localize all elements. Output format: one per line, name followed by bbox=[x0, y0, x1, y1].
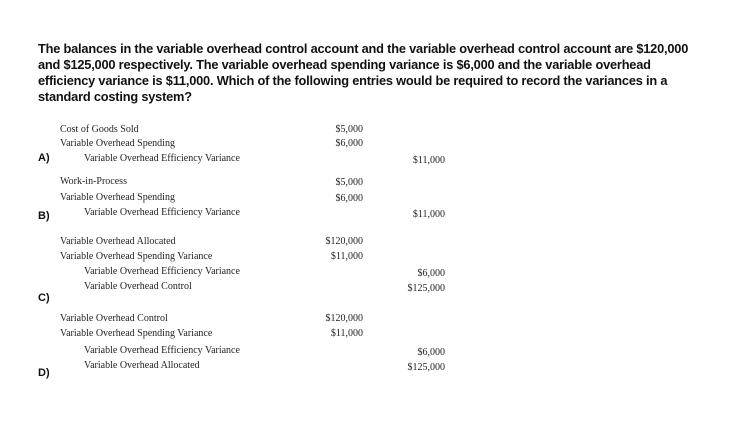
entry-account: Cost of Goods Sold bbox=[60, 124, 139, 135]
entry-account: Variable Overhead Spending Variance bbox=[60, 251, 213, 262]
entry-account: Variable Overhead Spending bbox=[60, 138, 175, 149]
option-letter: C) bbox=[38, 292, 50, 304]
option-letter: D) bbox=[38, 367, 50, 379]
entry-debit: $5,000 bbox=[335, 177, 363, 188]
entry-account: Variable Overhead Spending Variance bbox=[60, 328, 213, 339]
entry-account: Variable Overhead Control bbox=[84, 281, 192, 292]
entry-account: Variable Overhead Allocated bbox=[60, 236, 176, 247]
entry-debit: $120,000 bbox=[325, 313, 363, 324]
entry-credit: $11,000 bbox=[412, 209, 445, 220]
entry-credit: $125,000 bbox=[407, 362, 445, 373]
entry-credit: $125,000 bbox=[407, 283, 445, 294]
entry-credit: $11,000 bbox=[412, 155, 445, 166]
entry-account: Variable Overhead Efficiency Variance bbox=[84, 153, 240, 164]
entry-credit: $6,000 bbox=[417, 347, 445, 358]
entry-account: Variable Overhead Allocated bbox=[84, 360, 200, 371]
entry-account: Variable Overhead Spending bbox=[60, 192, 175, 203]
entry-account: Variable Overhead Control bbox=[60, 313, 168, 324]
entry-debit: $6,000 bbox=[335, 138, 363, 149]
entry-account: Variable Overhead Efficiency Variance bbox=[84, 345, 240, 356]
entry-account: Work-in-Process bbox=[60, 176, 127, 187]
entry-account: Variable Overhead Efficiency Variance bbox=[84, 207, 240, 218]
entry-credit: $6,000 bbox=[417, 268, 445, 279]
option-letter: A) bbox=[38, 152, 50, 164]
entry-debit: $11,000 bbox=[330, 251, 363, 262]
entry-account: Variable Overhead Efficiency Variance bbox=[84, 266, 240, 277]
entry-debit: $5,000 bbox=[335, 124, 363, 135]
question-text: The balances in the variable overhead control account and the variable overhead control account are $120,000 and $125,000 respectively. The variable overhead spending variance is $6,000 and the variable overhead efficiency variance is $11,000. Which of the following entries would be required to record the variances in a standard costing system? bbox=[38, 41, 689, 104]
option-letter: B) bbox=[38, 210, 50, 222]
entry-debit: $120,000 bbox=[325, 236, 363, 247]
entry-debit: $11,000 bbox=[330, 328, 363, 339]
entry-debit: $6,000 bbox=[335, 193, 363, 204]
